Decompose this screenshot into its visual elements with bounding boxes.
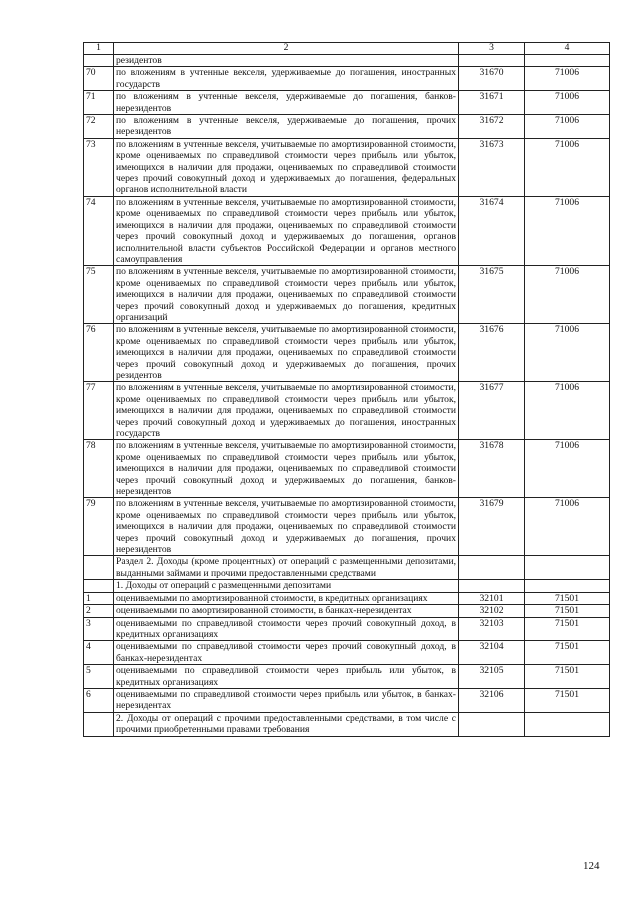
- row-account-code-cell: 32104: [459, 641, 525, 665]
- row-account-code-cell: 32103: [459, 617, 525, 641]
- row-symbol-code-cell: 71501: [525, 641, 610, 665]
- row-symbol-code-cell: 71501: [525, 665, 610, 689]
- row-number-cell: 71: [84, 91, 114, 115]
- row-description-cell: оцениваемыми по справедливой стоимости через прочий совокупный доход, в кредитных организациях: [114, 617, 459, 641]
- row-number-cell: [84, 55, 114, 67]
- row-account-code-cell: 32101: [459, 592, 525, 604]
- table-row: [84, 55, 610, 67]
- row-symbol-code-cell: 71006: [525, 382, 610, 440]
- row-description-cell: по вложениям в учтенные векселя, удерживаемые до погашения, прочих нерезидентов: [114, 115, 459, 139]
- header-col-3: 3: [459, 43, 525, 55]
- table-row: [84, 688, 610, 712]
- row-description-cell: оцениваемыми по справедливой стоимости через прибыль или убыток, в кредитных организациях: [114, 665, 459, 689]
- row-description-cell: оцениваемыми по справедливой стоимости через прочий совокупный доход, в банках-нерезидентах: [114, 641, 459, 665]
- row-symbol-code-cell: 71006: [525, 115, 610, 139]
- row-account-code-cell: 31670: [459, 67, 525, 91]
- row-number-cell: 5: [84, 665, 114, 689]
- row-description-cell: оцениваемыми по амортизированной стоимости, в банках-нерезидентах: [114, 605, 459, 617]
- table-row: [84, 324, 610, 382]
- table-row: [84, 580, 610, 592]
- row-account-code-cell: 31679: [459, 498, 525, 556]
- table-row: [84, 196, 610, 265]
- row-number-cell: 75: [84, 266, 114, 324]
- row-number-cell: 1: [84, 592, 114, 604]
- row-account-code-cell: 31673: [459, 138, 525, 196]
- row-symbol-code-cell: [525, 580, 610, 592]
- row-symbol-code-cell: 71501: [525, 592, 610, 604]
- header-row: [84, 43, 610, 55]
- page-number: 124: [583, 860, 600, 872]
- row-number-cell: 79: [84, 498, 114, 556]
- table-row: [84, 138, 610, 196]
- row-description-cell: оцениваемыми по амортизированной стоимости, в кредитных организациях: [114, 592, 459, 604]
- row-account-code-cell: [459, 712, 525, 736]
- row-number-cell: 2: [84, 605, 114, 617]
- table-row: [84, 712, 610, 736]
- row-account-code-cell: 32105: [459, 665, 525, 689]
- row-account-code-cell: 31678: [459, 440, 525, 498]
- row-account-code-cell: 31675: [459, 266, 525, 324]
- row-description-cell: по вложениям в учтенные векселя, учитываемые по амортизированной стоимости, кроме оцениваемых по справедливой стоимости через прибыль или убыток, имеющихся в наличии для продажи, оцениваемых по справедливой стоимости через прочий совокупный доход и удерживаемых до погашения, органов исполнительной власти субъектов Российской Федерации и органов местного самоуправления: [114, 196, 459, 265]
- table-row: [84, 605, 610, 617]
- row-account-code-cell: 31671: [459, 91, 525, 115]
- row-symbol-code-cell: 71006: [525, 91, 610, 115]
- row-number-cell: 4: [84, 641, 114, 665]
- row-account-code-cell: 32106: [459, 688, 525, 712]
- row-account-code-cell: 31672: [459, 115, 525, 139]
- row-description-cell: оцениваемыми по справедливой стоимости через прибыль или убыток, в банках-нерезидентах: [114, 688, 459, 712]
- row-description-cell: по вложениям в учтенные векселя, удерживаемые до погашения, банков-нерезидентов: [114, 91, 459, 115]
- row-symbol-code-cell: 71501: [525, 688, 610, 712]
- row-description-cell: 2. Доходы от операций с прочими предоставленными средствами, в том числе с прочими приобретенными правами требования: [114, 712, 459, 736]
- row-symbol-code-cell: 71006: [525, 138, 610, 196]
- row-description-cell: по вложениям в учтенные векселя, учитываемые по амортизированной стоимости, кроме оцениваемых по справедливой стоимости через прибыль или убыток, имеющихся в наличии для продажи, оцениваемых по справедливой стоимости через прочий совокупный доход и удерживаемых до погашения, прочих нерезидентов: [114, 498, 459, 556]
- row-description-cell: резидентов: [114, 55, 459, 67]
- row-description-cell: по вложениям в учтенные векселя, учитываемые по амортизированной стоимости, кроме оцениваемых по справедливой стоимости через прибыль или убыток, имеющихся в наличии для продажи, оцениваемых по справедливой стоимости через прочий совокупный доход и удерживаемых до погашения, федеральных органов исполнительной власти: [114, 138, 459, 196]
- row-symbol-code-cell: 71501: [525, 617, 610, 641]
- row-number-cell: 77: [84, 382, 114, 440]
- table-row: [84, 592, 610, 604]
- row-number-cell: [84, 712, 114, 736]
- account-table: [83, 42, 610, 737]
- row-symbol-code-cell: [525, 55, 610, 67]
- row-symbol-code-cell: 71006: [525, 266, 610, 324]
- table-body: [84, 55, 610, 737]
- row-number-cell: 72: [84, 115, 114, 139]
- row-symbol-code-cell: 71006: [525, 440, 610, 498]
- row-number-cell: 73: [84, 138, 114, 196]
- row-account-code-cell: 32102: [459, 605, 525, 617]
- table-row: [84, 617, 610, 641]
- table-row: [84, 440, 610, 498]
- table-row: [84, 115, 610, 139]
- row-account-code-cell: [459, 55, 525, 67]
- row-number-cell: 6: [84, 688, 114, 712]
- row-symbol-code-cell: 71006: [525, 67, 610, 91]
- table-row: [84, 498, 610, 556]
- row-number-cell: 78: [84, 440, 114, 498]
- table-row: [84, 266, 610, 324]
- row-number-cell: 76: [84, 324, 114, 382]
- row-number-cell: [84, 580, 114, 592]
- row-symbol-code-cell: [525, 556, 610, 580]
- row-account-code-cell: 31674: [459, 196, 525, 265]
- row-description-cell: 1. Доходы от операций с размещенными депозитами: [114, 580, 459, 592]
- row-symbol-code-cell: 71501: [525, 605, 610, 617]
- row-description-cell: по вложениям в учтенные векселя, учитываемые по амортизированной стоимости, кроме оцениваемых по справедливой стоимости через прибыль или убыток, имеющихся в наличии для продажи, оцениваемых по справедливой стоимости через прочий совокупный доход и удерживаемых до погашения, кредитных организаций: [114, 266, 459, 324]
- row-number-cell: 74: [84, 196, 114, 265]
- table-row: [84, 556, 610, 580]
- row-number-cell: 3: [84, 617, 114, 641]
- row-account-code-cell: 31676: [459, 324, 525, 382]
- header-col-2: 2: [114, 43, 459, 55]
- table-row: [84, 382, 610, 440]
- row-symbol-code-cell: [525, 712, 610, 736]
- table-row: [84, 641, 610, 665]
- row-account-code-cell: 31677: [459, 382, 525, 440]
- row-description-cell: по вложениям в учтенные векселя, удерживаемые до погашения, иностранных государств: [114, 67, 459, 91]
- row-symbol-code-cell: 71006: [525, 196, 610, 265]
- row-account-code-cell: [459, 580, 525, 592]
- row-symbol-code-cell: 71006: [525, 324, 610, 382]
- table-row: [84, 665, 610, 689]
- header-col-1: 1: [84, 43, 114, 55]
- row-description-cell: по вложениям в учтенные векселя, учитываемые по амортизированной стоимости, кроме оцениваемых по справедливой стоимости через прибыль или убыток, имеющихся в наличии для продажи, оцениваемых по справедливой стоимости через прочий совокупный доход и удерживаемых до погашения, прочих резидентов: [114, 324, 459, 382]
- row-symbol-code-cell: 71006: [525, 498, 610, 556]
- row-description-cell: по вложениям в учтенные векселя, учитываемые по амортизированной стоимости, кроме оцениваемых по справедливой стоимости через прибыль или убыток, имеющихся в наличии для продажи, оцениваемых по справедливой стоимости через прочий совокупный доход и удерживаемых до погашения, банков-нерезидентов: [114, 440, 459, 498]
- table-row: [84, 67, 610, 91]
- header-col-4: 4: [525, 43, 610, 55]
- row-description-cell: Раздел 2. Доходы (кроме процентных) от операций с размещенными депозитами, выданными займами и прочими предоставленными средствами: [114, 556, 459, 580]
- row-account-code-cell: [459, 556, 525, 580]
- row-number-cell: 70: [84, 67, 114, 91]
- row-description-cell: по вложениям в учтенные векселя, учитываемые по амортизированной стоимости, кроме оцениваемых по справедливой стоимости через прибыль или убыток, имеющихся в наличии для продажи, оцениваемых по справедливой стоимости через прочий совокупный доход и удерживаемых до погашения, иностранных государств: [114, 382, 459, 440]
- table-row: [84, 91, 610, 115]
- row-number-cell: [84, 556, 114, 580]
